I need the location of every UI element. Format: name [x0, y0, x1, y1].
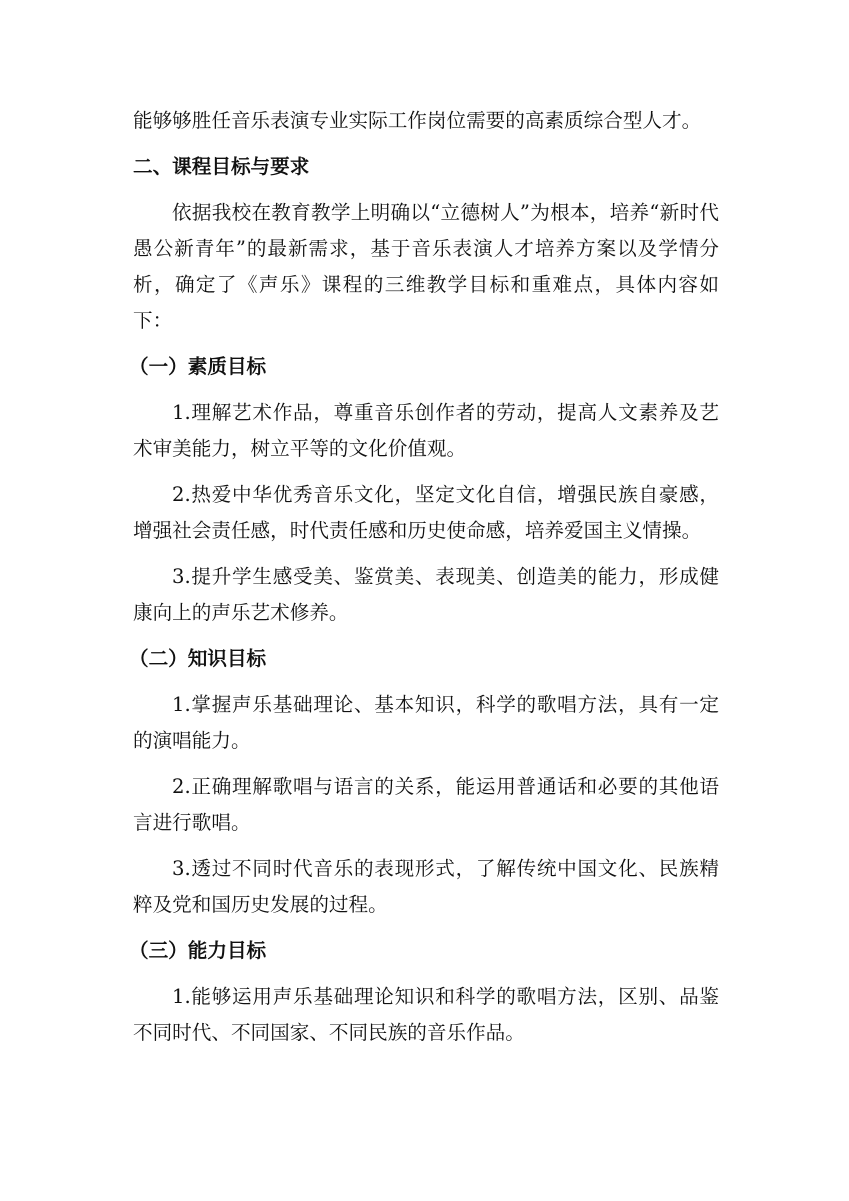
paragraph-knowledge-goal-2: 2.正确理解歌唱与语言的关系，能运用普通话和必要的其他语言进行歌唱。 — [133, 775, 719, 834]
subheading-quality-goals: （一）素质目标 — [129, 355, 267, 378]
paragraph-knowledge-goal-1: 1.掌握声乐基础理论、基本知识，科学的歌唱方法，具有一定的演唱能力。 — [133, 693, 719, 752]
paragraph-objectives-intro: 依据我校在教育教学上明确以“立德树人”为根本，培养“新时代愚公新青年”的最新需求，基于音乐表演人才培养方案以及学情分析，确定了《声乐》课程的三维教学目标和重难点，具体内容如下： — [133, 201, 719, 332]
paragraph-quality-goal-3: 3.提升学生感受美、鉴赏美、表现美、创造美的能力，形成健康向上的声乐艺术修养。 — [133, 565, 719, 624]
paragraph-quality-goal-1: 1.理解艺术作品，尊重音乐创作者的劳动，提高人文素养及艺术审美能力，树立平等的文化价值观。 — [133, 401, 719, 460]
paragraph-quality-goal-2: 2.热爱中华优秀音乐文化，坚定文化自信，增强民族自豪感，增强社会责任感，时代责任感和历史使命感，培养爱国主义情操。 — [133, 483, 719, 542]
section-heading-course-objectives: 二、课程目标与要求 — [133, 155, 310, 178]
subheading-knowledge-goals: （二）知识目标 — [129, 647, 267, 670]
paragraph-knowledge-goal-3: 3.透过不同时代音乐的表现形式，了解传统中国文化、民族精粹及党和国历史发展的过程。 — [133, 857, 719, 916]
document-body — [129, 103, 719, 1061]
paragraph-ability-goal-1: 1.能够运用声乐基础理论知识和科学的歌唱方法，区别、品鉴不同时代、不同国家、不同民族的音乐作品。 — [133, 985, 719, 1044]
paragraph-intro-continuation: 能够够胜任音乐表演专业实际工作岗位需要的高素质综合型人才。 — [133, 109, 702, 132]
subheading-ability-goals: （三）能力目标 — [129, 939, 267, 962]
